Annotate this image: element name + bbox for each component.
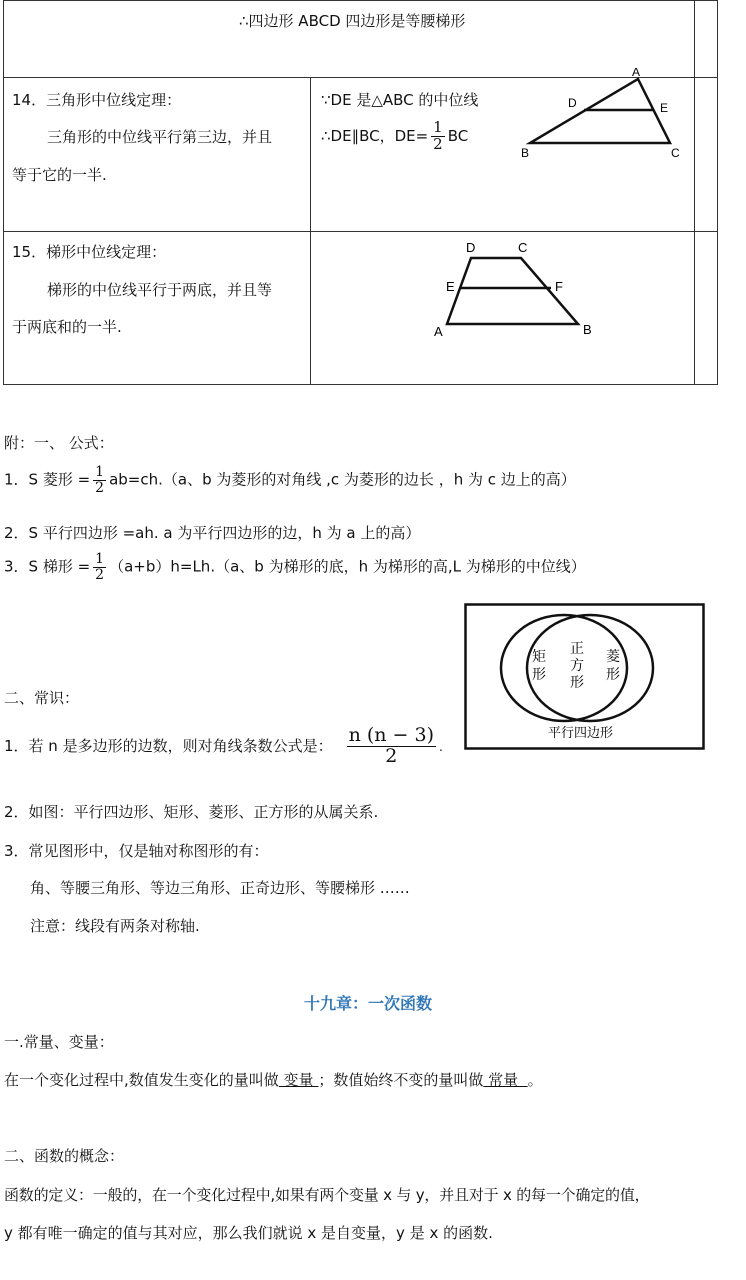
table-row-conclusion <box>4 1 695 78</box>
venn-left-label-1: 矩 <box>532 649 546 665</box>
frac-num: 1 <box>95 464 105 480</box>
row14-desc2: 等于它的一半. <box>12 166 107 184</box>
note-line: 注意：线段有两条对称轴. <box>30 917 200 935</box>
formula-rhombus-suffix: ab=ch.（a、b 为菱形的对角线 ,c 为菱形的边长 ，h 为 c 边上的高） <box>109 470 576 489</box>
row14-left-cell <box>4 78 311 232</box>
section1-heading: 一.常量、变量： <box>4 1033 114 1051</box>
axis-symmetric-line: 3．常见图形中，仅是轴对称图形的有： <box>4 842 269 860</box>
venn-right-label-2: 形 <box>606 667 620 683</box>
chapter-title: 十九章：一次函数 <box>304 994 433 1013</box>
table-edge-cell <box>695 232 718 385</box>
frac-den: 2 <box>95 479 105 496</box>
formula-rhombus-fraction <box>93 465 106 495</box>
venn-right-label-1: 菱 <box>606 649 620 665</box>
definition-part1: 在一个变化过程中,数值发生变化的量叫做 <box>4 1071 279 1089</box>
formula-trapezoid-fraction <box>93 552 106 582</box>
label-d: D <box>568 96 577 110</box>
venn-diagram <box>464 603 706 751</box>
venn-mid-label-3: 形 <box>570 675 584 691</box>
frac-den: 2 <box>95 566 105 583</box>
row14-frac-den: 2 <box>433 134 443 153</box>
formula-trapezoid <box>4 552 586 582</box>
section1-definition <box>4 1069 543 1090</box>
label-e: E <box>660 101 669 115</box>
row14-conclusion <box>321 120 468 153</box>
axis-symmetric-list: 角、等腰三角形、等边三角形、正奇边形、等腰梯形 …… <box>30 879 410 897</box>
row14-frac-num: 1 <box>433 118 443 136</box>
venn-outer-label: 平行四边形 <box>548 726 614 741</box>
label-b: B <box>583 322 592 337</box>
label-d: D <box>466 240 476 255</box>
row14-fraction <box>431 120 445 153</box>
row14-given: ∵DE 是△ABC 的中位线 <box>321 91 479 109</box>
row15-left-cell <box>4 232 311 385</box>
conclusion-text: ∴四边形 ABCD 四边形是等腰梯形 <box>239 12 466 30</box>
formula-parallelogram: 2．S 平行四边形 =ah. a 为平行四边形的边，h 为 a 上的高） <box>4 524 421 542</box>
label-a: A <box>434 324 443 339</box>
row15-desc1: 梯形的中位线平行于两底，并且等 <box>47 281 273 299</box>
definition-part2: ；数值始终不变的量叫做 <box>318 1071 484 1089</box>
triangle-midline-diagram <box>516 68 696 168</box>
function-definition-line1: 函数的定义：一般的，在一个变化过程中,如果有两个变量 x 与 y，并且对于 x 的每一个确定的值， <box>4 1186 650 1204</box>
relation-line: 2．如图：平行四边形、矩形、菱形、正方形的从属关系. <box>4 803 379 821</box>
formula-trapezoid-prefix: 3．S 梯形 = <box>4 557 91 576</box>
definition-part3: 。 <box>527 1071 543 1089</box>
formula-rhombus <box>4 465 576 495</box>
row14-conclusion-prefix: ∴DE∥BC，DE= <box>321 126 429 145</box>
label-c: C <box>518 240 528 255</box>
row14-title: 14．三角形中位线定理： <box>12 91 182 109</box>
label-f: F <box>555 279 563 294</box>
frac-num: 1 <box>95 551 105 567</box>
appendix-heading: 附：一、 公式： <box>4 434 114 452</box>
frac-num: n (n − 3) <box>348 724 435 746</box>
frac-den: 2 <box>385 744 398 767</box>
venn-mid-label-2: 方 <box>570 658 584 674</box>
formula-trapezoid-suffix: （a+b）h=Lh.（a、b 为梯形的底，h 为梯形的高,L 为梯形的中位线） <box>109 557 586 576</box>
theorem-table <box>3 0 718 385</box>
row14-conclusion-suffix: BC <box>447 126 469 145</box>
label-e: E <box>446 279 455 294</box>
table-edge-cell <box>695 1 718 78</box>
table-edge-cell <box>695 78 718 232</box>
diagonal-formula-prefix: 1．若 n 是多边形的边数，则对角线条数公式是： <box>4 736 333 755</box>
trapezoid-midline-diagram <box>431 238 606 343</box>
common-heading: 二、常识： <box>4 689 80 707</box>
blank-variable: 变量 <box>278 1071 319 1089</box>
row14-right-cell <box>311 68 695 232</box>
blank-constant: 常量 <box>483 1071 528 1089</box>
row15-desc2: 于两底和的一半. <box>12 318 122 336</box>
label-a: A <box>632 68 641 79</box>
venn-mid-label-1: 正 <box>570 641 584 657</box>
row15-right-cell <box>311 232 695 385</box>
label-b: B <box>521 146 530 160</box>
label-c: C <box>671 146 680 160</box>
diagonal-formula-fraction <box>347 726 436 767</box>
function-definition-line2: y 都有唯一确定的值与其对应，那么我们就说 x 是自变量，y 是 x 的函数. <box>4 1224 493 1242</box>
row14-desc1: 三角形的中位线平行第三边，并且 <box>47 128 273 146</box>
formula-rhombus-prefix: 1．S 菱形 = <box>4 470 91 489</box>
diagonal-formula-suffix: . <box>439 739 443 754</box>
venn-left-label-2: 形 <box>532 667 546 683</box>
diagonal-formula-line <box>4 726 443 767</box>
section2-heading: 二、函数的概念： <box>4 1147 125 1165</box>
row15-title: 15．梯形中位线定理： <box>12 243 167 261</box>
